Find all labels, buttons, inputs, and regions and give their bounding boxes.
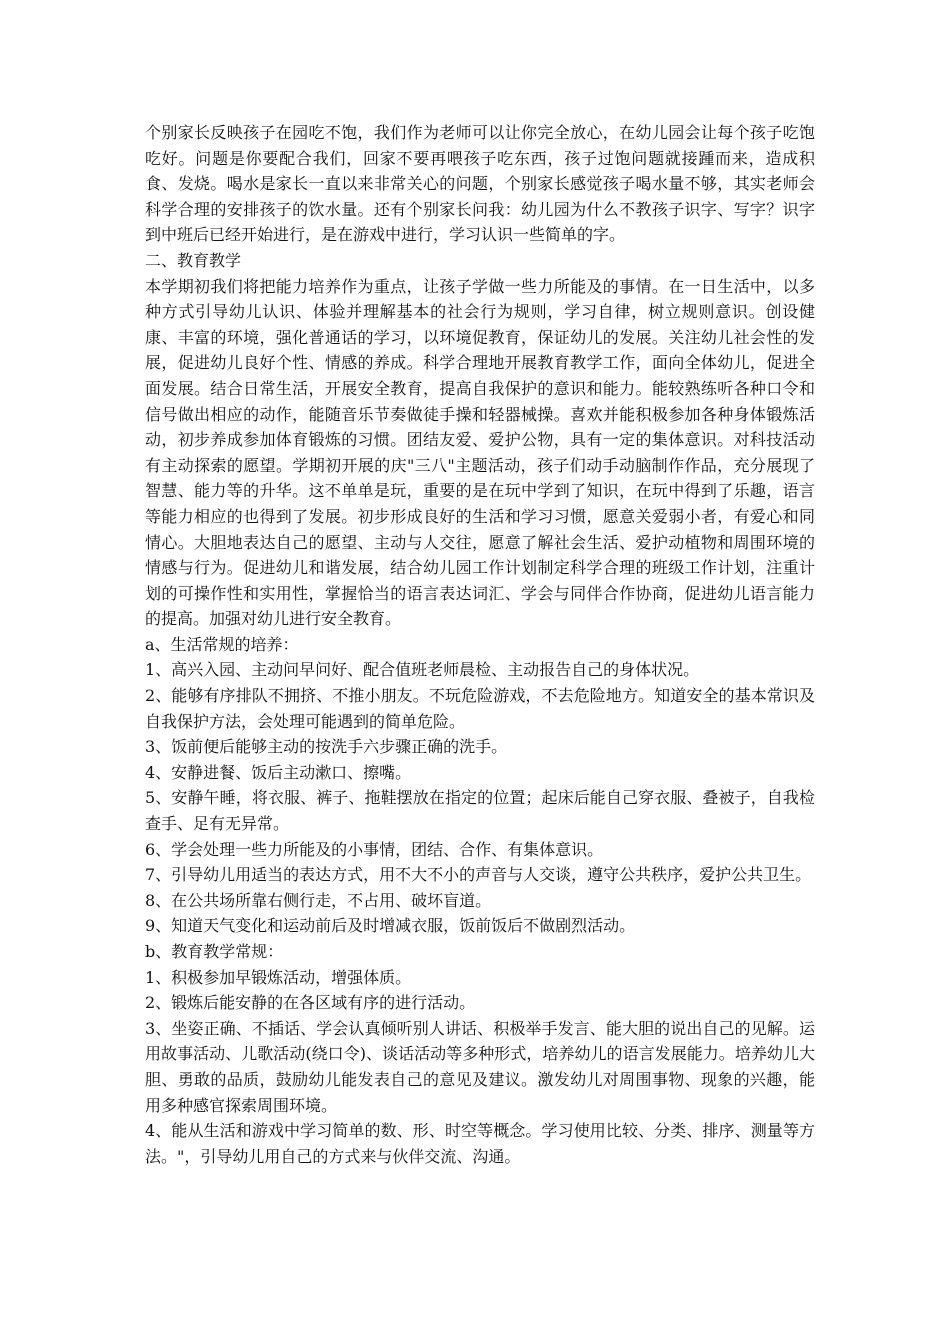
- list-item-routine-1: 1、高兴入园、主动问早问好、配合值班老师晨检、主动报告自己的身体状况。: [145, 660, 700, 680]
- list-item-teaching-2: 2、锻炼后能安静的在各区域有序的进行活动。: [145, 993, 476, 1013]
- list-item-routine-4: 4、安静进餐、饭后主动漱口、擦嘴。: [145, 762, 412, 782]
- paragraph-teaching-overview: 本学期初我们将把能力培养作为重点，让孩子学做一些力所能及的事情。在一日生活中，以多种方式引导幼儿认识、体验并理解基本的社会行为规则，学习自律，树立规则意识。创设健康、丰富的环境，强化普通话的学习，以环境促教育，保证幼儿的发展。关注幼儿社会性的发展，促进幼儿良好个性、情感的养成。科学合理地开展教育教学工作，面向全体幼儿，促进全面发展。结合日常生活，开展安全教育，提高自我保护的意识和能力。能较熟练听各种口令和信号做出相应的动作，能随音乐节奏做徒手操和轻器械操。喜欢并能积极参加各种身体锻炼活动，初步养成参加体育锻炼的习惯。团结友爱、爱护公物，具有一定的集体意识。对科技活动有主动探索的愿望。学期初开展的庆"三八"主题活动，孩子们动手动脑制作作品，充分展现了智慧、能力等的升华。这不单单是玩，重要的是在玩中学到了知识，在玩中得到了乐趣，语言等能力相应的也得到了发展。初步形成良好的生活和学习习惯，愿意关爱弱小者，有爱心和同情心。大胆地表达自己的愿望、主动与人交往，愿意了解社会生活、爱护动植物和周围环境的情感与行为。促进幼儿和谐发展，结合幼儿园工作计划制定科学合理的班级工作计划，注重计划的可操作性和实用性，掌握恰当的语言表达词汇、学会与同伴合作协商，促进幼儿语言能力的提高。加强对幼儿进行安全教育。: [145, 276, 815, 629]
- list-item-teaching-4: 4、能从生活和游戏中学习简单的数、形、时空等概念。学习使用比较、分类、排序、测量等方法。"，引导幼儿用自己的方式来与伙伴交流、沟通。: [145, 1121, 815, 1166]
- list-item-routine-6: 6、学会处理一些力所能及的小事情，团结、合作、有集体意识。: [145, 839, 604, 859]
- document-body: [145, 120, 815, 1169]
- list-item-teaching-3: 3、坐姿正确、不插话、学会认真倾听别人讲话、积极举手发言、能大胆的说出自己的见解。运用故事活动、儿歌活动(绕口令)、谈话活动等多种形式，培养幼儿的语言发展能力。培养幼儿大胆、勇敢的品质，鼓励幼儿能发表自己的意见及建议。激发幼儿对周围事物、现象的兴趣，能用多种感官探索周围环境。: [145, 1018, 815, 1115]
- paragraph-parent-feedback: 个别家长反映孩子在园吃不饱，我们作为老师可以让你完全放心，在幼儿园会让每个孩子吃饱吃好。问题是你要配合我们，回家不要再喂孩子吃东西，孩子过饱问题就接踵而来，造成积食、发烧。喝水是家长一直以来非常关心的问题，个别家长感觉孩子喝水量不够，其实老师会科学合理的安排孩子的饮水量。还有个别家长问我：幼儿园为什么不教孩子识字、写字？识字到中班后已经开始进行，是在游戏中进行，学习认识一些简单的字。: [145, 123, 815, 245]
- list-item-routine-9: 9、知道天气变化和运动前后及时增减衣服，饭前饭后不做剧烈活动。: [145, 916, 636, 936]
- subheading-daily-routine: a、生活常规的培养：: [145, 634, 299, 654]
- list-item-routine-7: 7、引导幼儿用适当的表达方式，用不大不小的声音与人交谈，遵守公共秩序，爱护公共卫生。: [145, 865, 812, 885]
- subheading-teaching-routine: b、教育教学常规：: [145, 942, 284, 961]
- section-heading-education: 二、教育教学: [145, 250, 242, 270]
- list-item-routine-2: 2、能够有序排队不拥挤、不推小朋友。不玩危险游戏，不去危险地方。知道安全的基本常识及自我保护方法，会处理可能遇到的简单危险。: [145, 686, 815, 731]
- list-item-routine-8: 8、在公共场所靠右侧行走，不占用、破坏盲道。: [145, 890, 492, 910]
- list-item-routine-3: 3、饭前便后能够主动的按洗手六步骤正确的洗手。: [145, 737, 508, 757]
- list-item-routine-5: 5、安静午睡，将衣服、裤子、拖鞋摆放在指定的位置；起床后能自己穿衣服、叠被子，自我检查手、足有无异常。: [145, 788, 815, 834]
- list-item-teaching-1: 1、积极参加早锻炼活动，增强体质。: [145, 967, 412, 987]
